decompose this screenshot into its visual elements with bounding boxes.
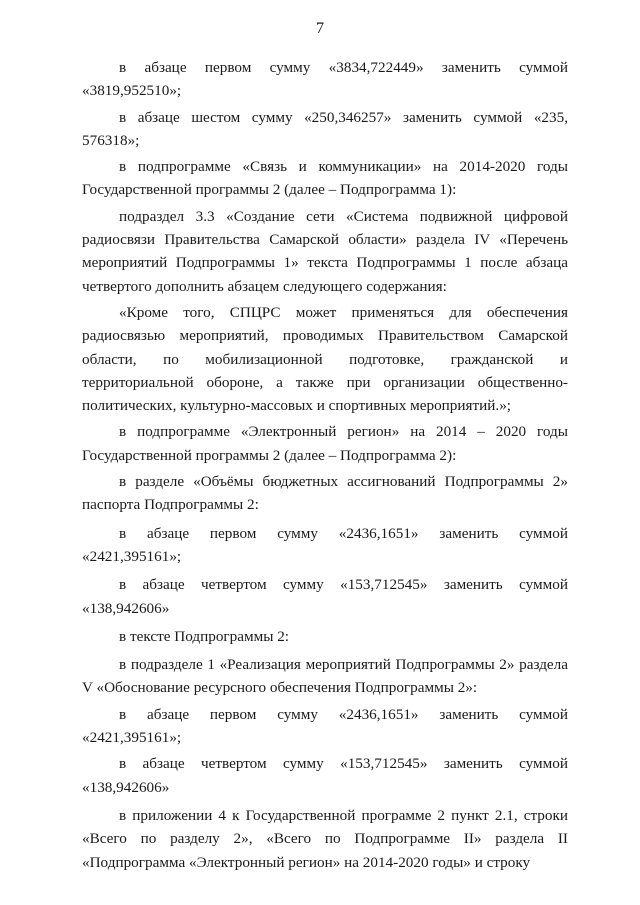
paragraph-13: в абзаце четвертом сумму «153,712545» заменить суммой «138,942606» [82, 755, 568, 796]
paragraph-14: в приложении 4 к Государственной программе 2 пункт 2.1, строки «Всего по разделу 2», «Всего по Подпрограмме II» раздела II «Подпрограмма «Электронный регион» на 2014-2020 годы» и строку [82, 806, 568, 871]
paragraph-3: в подпрограмме «Связь и коммуникации» на 2014-2020 годы Государственной программы 2 (далее – Подпрограмма 1): [82, 158, 568, 199]
paragraph-9: в абзаце четвертом сумму «153,712545» заменить суммой «138,942606» [82, 576, 568, 617]
paragraph-4: подраздел 3.3 «Создание сети «Система подвижной цифровой радиосвязи Правительства Самарской области» раздела IV «Перечень мероприятий Подпрограммы 1» текста Подпрограммы 1 после абзаца четвертого дополнить абзацем следующего содержания: [82, 207, 568, 295]
paragraph-8: в абзаце первом сумму «2436,1651» заменить суммой «2421,395161»; [82, 524, 568, 565]
paragraph-10: в тексте Подпрограммы 2: [119, 627, 290, 645]
paragraph-11: в подразделе 1 «Реализация мероприятий Подпрограммы 2» раздела V «Обоснование ресурсного обеспечения Подпрограммы 2»: [82, 656, 568, 697]
paragraph-2: в абзаце шестом сумму «250,346257» заменить суммой «235, 576318»; [82, 108, 568, 149]
paragraph-5: «Кроме того, СПЦРС может применяться для обеспечения радиосвязью мероприятий, проводимых Правительством Самарской области, по мобилизационной подготовке, гражданской и территориальной обороне, а также при организации общественно-политических, культурно-массовых и спортивных мероприятий.»; [82, 303, 568, 415]
paragraph-12: в абзаце первом сумму «2436,1651» заменить суммой «2421,395161»; [82, 705, 568, 747]
page-number: 7 [316, 20, 324, 37]
paragraph-6: в подпрограмме «Электронный регион» на 2014 – 2020 годы Государственной программы 2 (далее – Подпрограмма 2): [82, 423, 568, 464]
paragraph-1: в абзаце первом сумму «3834,722449» заменить суммой «3819,952510»; [82, 59, 568, 100]
paragraph-7: в разделе «Объёмы бюджетных ассигнований Подпрограммы 2» паспорта Подпрограммы 2: [82, 473, 568, 514]
document-body [82, 56, 568, 874]
